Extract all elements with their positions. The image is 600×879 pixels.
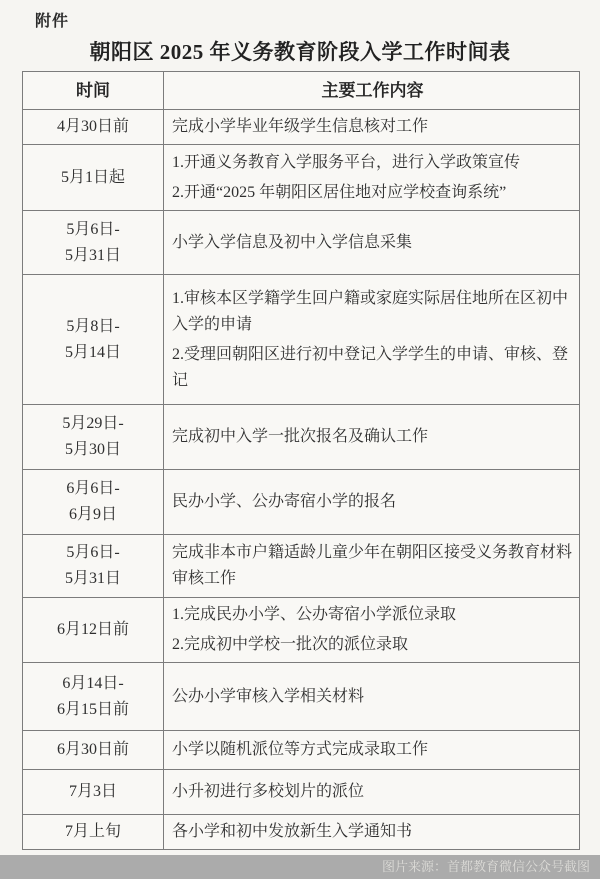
content-item: 小学入学信息及初中入学信息采集 xyxy=(172,233,413,251)
cell-time xyxy=(23,770,164,814)
table-row xyxy=(23,597,579,662)
cell-content xyxy=(164,731,579,769)
time-line: 4月30日前 xyxy=(56,118,129,135)
table-row xyxy=(23,469,579,534)
table-row xyxy=(23,109,579,144)
time-line: 5月14日 xyxy=(64,343,121,361)
header-cell-content: 主要工作内容 xyxy=(321,80,424,100)
time-line: 7月3日 xyxy=(68,783,117,800)
table-row xyxy=(23,662,579,730)
cell-content xyxy=(164,815,579,849)
cell-content xyxy=(164,663,579,730)
cell-content xyxy=(164,535,579,597)
content-item: 各小学和初中发放新生入学通知书 xyxy=(172,823,413,840)
time-line: 5月8日- xyxy=(66,317,120,335)
cell-content xyxy=(164,211,579,274)
header-cell-time: 时间 xyxy=(23,72,164,109)
attachment-label: 附件 xyxy=(35,13,70,30)
time-line: 5月29日- xyxy=(62,415,124,432)
time-line: 6月12日前 xyxy=(56,621,129,638)
cell-time xyxy=(23,470,164,534)
table-row xyxy=(23,730,579,769)
cell-time xyxy=(23,405,164,469)
time-line: 6月30日前 xyxy=(56,741,129,758)
content-item: 1.完成民办小学、公办寄宿小学派位录取 xyxy=(172,606,457,623)
content-item: 1.开通义务教育入学服务平台，进行入学政策宣传 xyxy=(172,153,521,171)
content-item: 民办小学、公办寄宿小学的报名 xyxy=(172,493,397,510)
content-item: 2.受理回朝阳区进行初中登记入学学生的申请、审核、登记 xyxy=(172,345,569,389)
table-row xyxy=(23,274,579,404)
cell-content xyxy=(164,598,579,662)
schedule-table xyxy=(22,71,580,850)
time-line: 5月31日 xyxy=(64,246,121,264)
table-row xyxy=(23,404,579,469)
cell-time xyxy=(23,731,164,769)
content-item: 1.审核本区学籍学生回户籍或家庭实际居住地所在区初中入学的申请 xyxy=(172,289,569,333)
cell-time xyxy=(23,815,164,849)
cell-time xyxy=(23,598,164,662)
table-body xyxy=(23,109,579,849)
time-line: 6月15日前 xyxy=(56,700,129,718)
cell-content xyxy=(164,110,579,144)
table-row xyxy=(23,769,579,814)
table-row xyxy=(23,144,579,210)
time-line: 5月6日- xyxy=(66,220,120,238)
time-line: 6月6日- xyxy=(66,480,120,497)
cell-time xyxy=(23,110,164,144)
time-line: 5月31日 xyxy=(64,570,121,587)
cell-time xyxy=(23,535,164,597)
cell-time xyxy=(23,275,164,404)
cell-time xyxy=(23,663,164,730)
cell-content xyxy=(164,275,579,404)
table-row xyxy=(23,210,579,274)
content-item: 完成非本市户籍适龄儿童少年在朝阳区接受义务教育材料审核工作 xyxy=(172,544,573,587)
table-row xyxy=(23,814,579,849)
table-row xyxy=(23,534,579,597)
table-header-row xyxy=(23,72,579,109)
time-line: 6月9日 xyxy=(68,506,117,523)
page-title: 朝阳区 2025 年义务教育阶段入学工作时间表 xyxy=(89,40,511,64)
image-credit-bar: 图片来源：首都教育微信公众号截图 xyxy=(0,855,600,879)
content-item: 公办小学审核入学相关材料 xyxy=(172,687,365,705)
content-item: 2.完成初中学校一批次的派位录取 xyxy=(172,636,409,653)
time-line: 7月上旬 xyxy=(64,823,121,840)
cell-content xyxy=(164,470,579,534)
cell-content xyxy=(164,405,579,469)
content-item: 小升初进行多校划片的派位 xyxy=(172,783,365,800)
time-line: 5月1日起 xyxy=(60,168,125,186)
cell-content xyxy=(164,145,579,210)
time-line: 5月30日 xyxy=(64,441,121,458)
time-line: 6月14日- xyxy=(62,674,124,692)
content-item: 2.开通“2025 年朝阳区居住地对应学校查询系统” xyxy=(172,183,507,201)
content-item: 小学以随机派位等方式完成录取工作 xyxy=(172,741,429,758)
content-item: 完成初中入学一批次报名及确认工作 xyxy=(172,428,429,445)
time-line: 5月6日- xyxy=(66,544,120,561)
cell-content xyxy=(164,770,579,814)
content-item: 完成小学毕业年级学生信息核对工作 xyxy=(172,118,429,135)
cell-time xyxy=(23,145,164,210)
cell-time xyxy=(23,211,164,274)
